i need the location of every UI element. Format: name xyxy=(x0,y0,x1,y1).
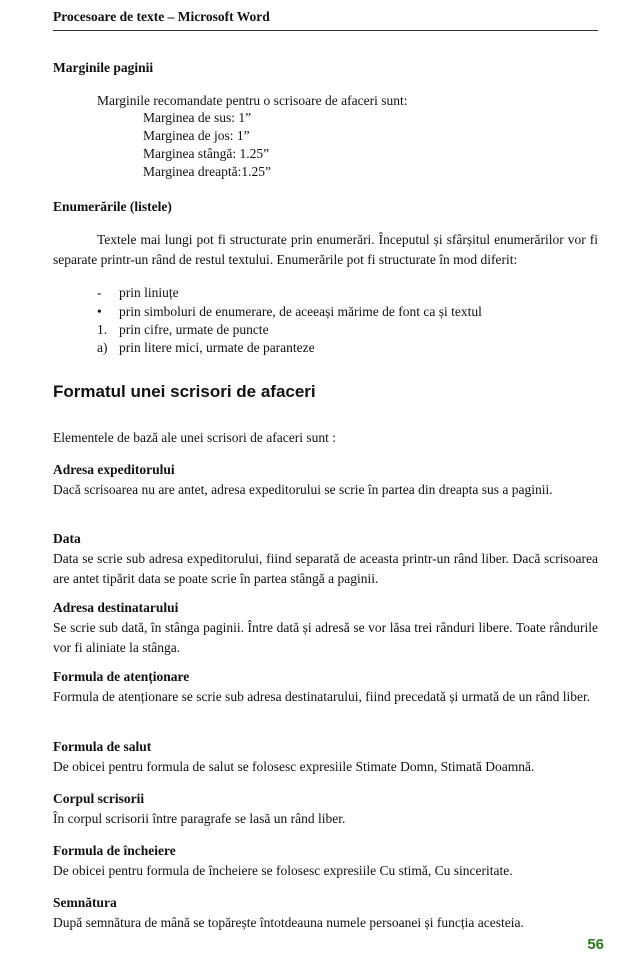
list-marker: • xyxy=(97,304,102,319)
subsection-letter-body xyxy=(53,789,598,829)
list-marker: a) xyxy=(97,340,108,355)
header-rule xyxy=(53,30,598,31)
subsection-signature xyxy=(53,893,598,933)
page-number: 56 xyxy=(587,936,604,953)
list-marker: - xyxy=(97,285,102,300)
list-item-text: prin simboluri de enumerare, de aceeași mărime de font ca și textul xyxy=(119,304,482,319)
subsection-recipient-address xyxy=(53,598,598,658)
subsection-title: Formula de salut xyxy=(53,739,152,754)
subsection-body: Formula de atenționare se scrie sub adresa destinatarului, fiind precedată și urmată de un rând liber. xyxy=(53,689,591,704)
lists-paragraph: Textele mai lungi pot fi structurate prin enumerări. Începutul și sfârșitul enumerărilor vor fi separate printr-un rând de restul textului. Enumerările pot fi structurate în mod diferit: xyxy=(53,232,598,267)
subsection-body: Dacă scrisoarea nu are antet, adresa expeditorului se scrie în partea din dreapta sus a paginii. xyxy=(53,482,553,497)
subsection-body: De obicei pentru formula de încheiere se folosesc expresiile Cu stimă, Cu sinceritate. xyxy=(53,863,513,878)
list-item xyxy=(97,302,482,322)
subsection-title: Semnătura xyxy=(53,895,117,910)
margins-intro: Marginile recomandate pentru o scrisoare de afaceri sunt: xyxy=(97,93,408,108)
margin-item-right: Marginea dreaptă:1.25” xyxy=(143,164,271,179)
format-intro: Elementele de bază ale unei scrisori de afaceri sunt : xyxy=(53,430,336,445)
subsection-body: După semnătura de mână se topărește întotdeauna numele persoanei și funcția acesteia. xyxy=(53,915,524,930)
list-item-text: prin liniuțe xyxy=(119,285,179,300)
subsection-salutation xyxy=(53,737,598,777)
subsection-date xyxy=(53,529,598,589)
subsection-closing xyxy=(53,841,598,881)
running-header: Procesoare de texte – Microsoft Word xyxy=(53,9,270,24)
margin-item-left: Marginea stângă: 1.25” xyxy=(143,146,270,161)
subsection-sender-address xyxy=(53,460,598,500)
section-heading: Formatul unei scrisori de afaceri xyxy=(53,382,316,401)
subsection-body: Data se scrie sub adresa expeditorului, fiind separată de aceasta printr-un rând liber. Dacă scrisoarea are antet tipărit data se poate scrie în partea stângă a paginii. xyxy=(53,551,598,586)
margin-item-bottom: Marginea de jos: 1” xyxy=(143,128,250,143)
subsection-title: Corpul scrisorii xyxy=(53,791,145,806)
margin-item-top: Marginea de sus: 1” xyxy=(143,110,252,125)
subsection-body: Se scrie sub dată, în stânga paginii. Între dată și adresă se vor lăsa trei rânduri libere. Toate rândurile vor fi aliniate la stânga. xyxy=(53,620,598,655)
list-item-text: prin cifre, urmate de puncte xyxy=(119,322,269,337)
list-marker: 1. xyxy=(97,322,108,337)
margins-title: Marginile paginii xyxy=(53,60,154,75)
subsection-title: Data xyxy=(53,531,81,546)
lists-title: Enumerările (listele) xyxy=(53,199,172,214)
list-item-text: prin litere mici, urmate de paranteze xyxy=(119,340,315,355)
subsection-body: De obicei pentru formula de salut se folosesc expresiile Stimate Domn, Stimată Doamnă. xyxy=(53,759,535,774)
subsection-title: Formula de atenționare xyxy=(53,669,190,684)
list-item xyxy=(97,283,179,303)
list-item xyxy=(97,338,315,358)
subsection-title: Adresa destinatarului xyxy=(53,600,179,615)
subsection-title: Adresa expeditorului xyxy=(53,462,175,477)
subsection-title: Formula de încheiere xyxy=(53,843,176,858)
subsection-body: În corpul scrisorii între paragrafe se lasă un rând liber. xyxy=(53,811,346,826)
list-item xyxy=(97,320,269,340)
subsection-attention-line xyxy=(53,667,598,707)
